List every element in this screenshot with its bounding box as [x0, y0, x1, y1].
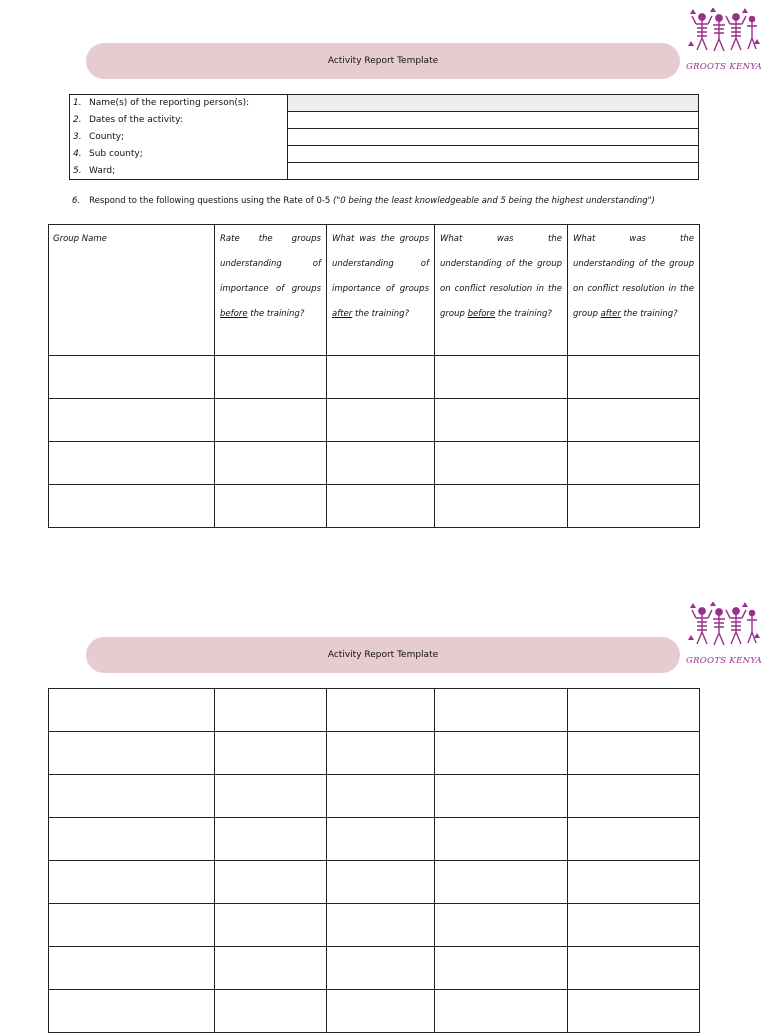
table-cell[interactable]	[215, 947, 327, 990]
ward-field[interactable]	[288, 163, 699, 180]
activity-dates-field[interactable]	[288, 112, 699, 129]
table-row	[49, 356, 700, 399]
table-cell[interactable]	[49, 818, 215, 861]
table-cell[interactable]	[435, 356, 568, 399]
table-row	[49, 947, 700, 990]
question-6	[72, 196, 655, 206]
table-cell[interactable]	[568, 732, 700, 775]
table-row	[49, 990, 700, 1033]
groots-kenya-logo	[686, 602, 762, 666]
table-cell[interactable]	[568, 485, 700, 528]
table-cell[interactable]	[435, 775, 568, 818]
table-cell[interactable]	[215, 775, 327, 818]
table-cell[interactable]	[568, 818, 700, 861]
header-conflict-after: What was the understanding of the group on conflict resolution in the group after the training?	[568, 225, 700, 356]
group-rating-table	[48, 224, 700, 528]
table-cell[interactable]	[568, 442, 700, 485]
info-row: 2. Dates of the activity:	[70, 112, 699, 129]
table-cell[interactable]	[568, 689, 700, 732]
table-cell[interactable]	[49, 990, 215, 1033]
header-importance-before: Rate the groups understanding of importance of groups before the training?	[215, 225, 327, 356]
table-cell[interactable]	[568, 861, 700, 904]
table-cell[interactable]	[327, 356, 435, 399]
info-label: Sub county;	[89, 149, 143, 159]
table-row	[49, 399, 700, 442]
table-cell[interactable]	[49, 356, 215, 399]
county-field[interactable]	[288, 129, 699, 146]
table-cell[interactable]	[215, 861, 327, 904]
table-cell[interactable]	[215, 356, 327, 399]
table-cell[interactable]	[327, 399, 435, 442]
info-row: 5. Ward;	[70, 163, 699, 180]
table-cell[interactable]	[49, 442, 215, 485]
table-header-row	[49, 225, 700, 356]
table-cell[interactable]	[49, 947, 215, 990]
table-cell[interactable]	[435, 485, 568, 528]
table-cell[interactable]	[435, 861, 568, 904]
page-1-banner	[86, 43, 680, 79]
table-cell[interactable]	[327, 990, 435, 1033]
header-group-name: Group Name	[49, 225, 215, 356]
table-cell[interactable]	[49, 485, 215, 528]
table-cell[interactable]	[568, 775, 700, 818]
table-cell[interactable]	[568, 990, 700, 1033]
info-label: Ward;	[89, 165, 116, 176]
table-cell[interactable]	[435, 904, 568, 947]
table-cell[interactable]	[49, 775, 215, 818]
women-figures-icon	[686, 8, 762, 58]
table-cell[interactable]	[49, 904, 215, 947]
table-cell[interactable]	[435, 442, 568, 485]
table-cell[interactable]	[215, 990, 327, 1033]
table-cell[interactable]	[327, 485, 435, 528]
info-label: Dates of the activity:	[89, 115, 183, 125]
logo-text: GROOTS KENYA	[686, 62, 763, 72]
header-importance-after: What was the groups understanding of importance of groups after the training?	[327, 225, 435, 356]
table-cell[interactable]	[215, 442, 327, 485]
table-cell[interactable]	[49, 732, 215, 775]
table-cell[interactable]	[215, 818, 327, 861]
table-cell[interactable]	[215, 904, 327, 947]
info-row: 3. County;	[70, 129, 699, 146]
table-cell[interactable]	[568, 904, 700, 947]
table-cell[interactable]	[568, 356, 700, 399]
table-cell[interactable]	[327, 947, 435, 990]
table-cell[interactable]	[435, 689, 568, 732]
page-title: Activity Report Template	[327, 56, 439, 66]
table-cell[interactable]	[327, 818, 435, 861]
table-cell[interactable]	[435, 818, 568, 861]
table-row	[49, 485, 700, 528]
info-row: 1. Name(s) of the reporting person(s):	[70, 95, 699, 112]
info-row: 4. Sub county;	[70, 146, 699, 163]
logo-text: GROOTS KENYA	[686, 656, 763, 666]
table-cell[interactable]	[327, 904, 435, 947]
table-cell[interactable]	[49, 689, 215, 732]
info-label: Name(s) of the reporting person(s):	[89, 98, 250, 109]
table-cell[interactable]	[568, 399, 700, 442]
table-row	[49, 861, 700, 904]
table-cell[interactable]	[327, 732, 435, 775]
groots-kenya-logo	[686, 8, 762, 72]
table-cell[interactable]	[327, 861, 435, 904]
table-cell[interactable]	[435, 990, 568, 1033]
page-title: Activity Report Template	[327, 650, 439, 660]
info-label: County;	[89, 132, 125, 142]
table-cell[interactable]	[49, 861, 215, 904]
table-row	[49, 442, 700, 485]
page-2-banner	[86, 637, 680, 673]
table-cell[interactable]	[215, 689, 327, 732]
table-cell[interactable]	[215, 732, 327, 775]
header-conflict-before: What was the understanding of the group on conflict resolution in the group before the training?	[435, 225, 568, 356]
women-figures-icon	[686, 602, 762, 652]
table-row	[49, 775, 700, 818]
question-text: Respond to the following questions using the Rate of 0-5	[89, 196, 331, 206]
table-cell[interactable]	[435, 399, 568, 442]
table-cell[interactable]	[215, 399, 327, 442]
table-cell[interactable]	[435, 947, 568, 990]
table-cell[interactable]	[327, 442, 435, 485]
table-cell[interactable]	[327, 775, 435, 818]
table-cell[interactable]	[568, 947, 700, 990]
table-cell[interactable]	[215, 485, 327, 528]
table-cell[interactable]	[435, 732, 568, 775]
table-cell[interactable]	[49, 399, 215, 442]
sub-county-field[interactable]	[288, 146, 699, 163]
reporting-person-field[interactable]	[288, 95, 699, 112]
table-row	[49, 904, 700, 947]
table-row	[49, 818, 700, 861]
question-number: 6.	[72, 196, 81, 206]
table-row	[49, 732, 700, 775]
reporter-info-table	[69, 94, 699, 180]
question-note: ("0 being the least knowledgeable and 5 being the highest understanding")	[333, 196, 655, 206]
group-rating-table-continued	[48, 688, 700, 1033]
table-cell[interactable]	[327, 689, 435, 732]
table-row	[49, 689, 700, 732]
